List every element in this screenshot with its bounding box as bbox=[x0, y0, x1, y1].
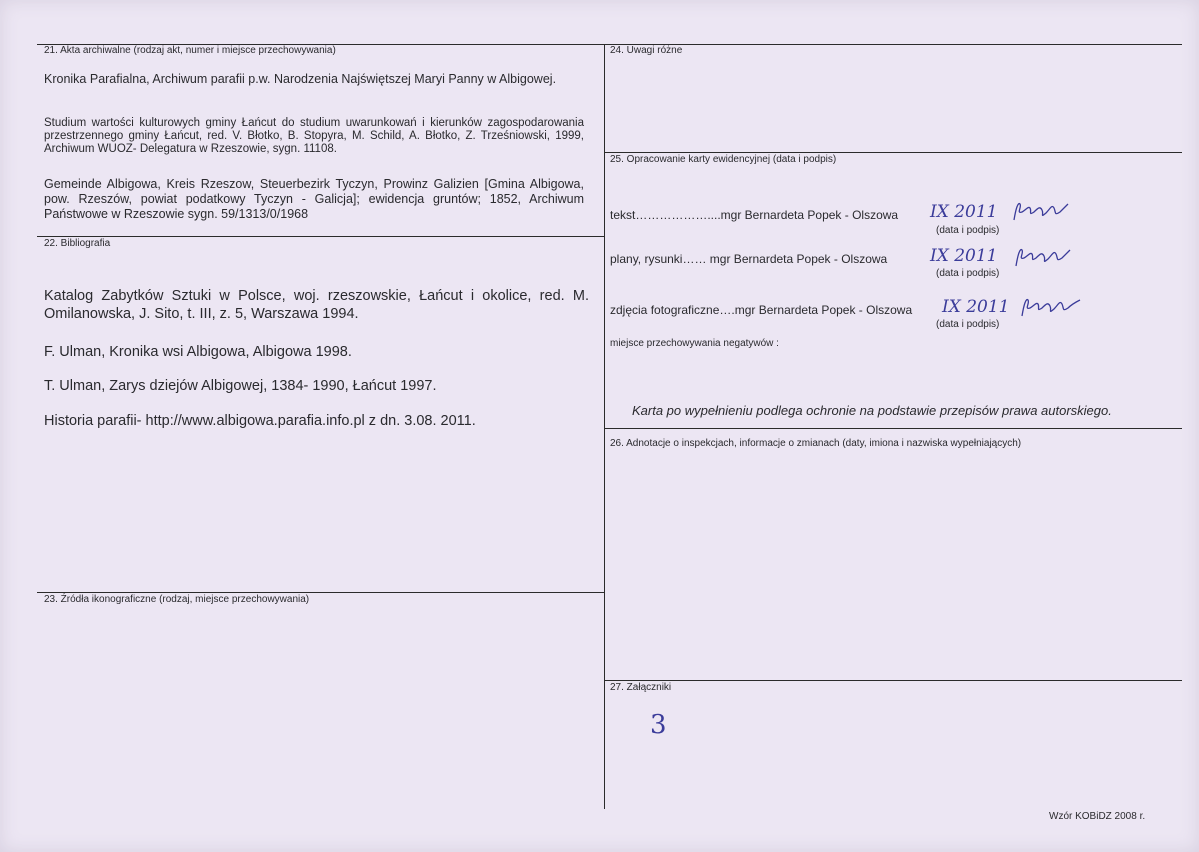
divider-22-23 bbox=[37, 592, 604, 593]
authorship-row-text: tekst………………....mgr Bernardeta Popek - Olszowa bbox=[610, 208, 899, 222]
section-26-label: 26. Adnotacje o inspekcjach, informacje o zmianach (daty, imiona i nazwiska wypełniających) bbox=[610, 438, 1022, 449]
date-signature-caption: (data i podpis) bbox=[936, 268, 1000, 279]
section-21-entry-cultural-study: Studium wartości kulturowych gminy Łańcut do studium uwarunkowań i kierunków zagospodarowania przestrzennego gminy Łańcut, red. V. Błotko, B. Stopyra, M. Schild, A. Błotko, Z. Trześniowski, 1999, Archiwum WUOZ- Delegatura w Rzeszowie, sygn. 11108. bbox=[44, 117, 584, 155]
divider-25-26 bbox=[604, 428, 1182, 429]
authorship-row-photos: zdjęcia fotograficzne….mgr Bernardeta Popek - Olszowa bbox=[610, 303, 913, 317]
handwritten-date: IX 2011 bbox=[930, 246, 998, 266]
date-signature-caption: (data i podpis) bbox=[936, 225, 1000, 236]
section-24-label: 24. Uwagi różne bbox=[610, 45, 683, 56]
section-21-label: 21. Akta archiwalne (rodzaj akt, numer i miejsce przechowywania) bbox=[44, 45, 336, 56]
divider-24-25 bbox=[604, 152, 1182, 153]
date-signature-caption: (data i podpis) bbox=[936, 319, 1000, 330]
handwritten-signature-icon bbox=[1010, 198, 1070, 224]
section-23-label: 23. Źródła ikonograficzne (rodzaj, miejsce przechowywania) bbox=[44, 594, 310, 605]
section-21-entry-parish-chronicle: Kronika Parafialna, Archiwum parafii p.w. Narodzenia Najświętszej Maryi Panny w Albigowej. bbox=[44, 72, 557, 86]
bibliography-item: T. Ulman, Zarys dziejów Albigowej, 1384- 1990, Łańcut 1997. bbox=[44, 378, 437, 394]
handwritten-date: IX 2011 bbox=[942, 297, 1010, 317]
authorship-row-plans: plany, rysunki…… mgr Bernardeta Popek - Olszowa bbox=[610, 252, 888, 266]
section-27-label: 27. Załączniki bbox=[610, 682, 672, 693]
handwritten-date: IX 2011 bbox=[930, 202, 998, 222]
top-border-right bbox=[604, 44, 1182, 45]
handwritten-signature-icon bbox=[1012, 244, 1072, 270]
section-25-label: 25. Opracowanie karty ewidencyjnej (data i podpis) bbox=[610, 154, 837, 165]
bibliography-item: F. Ulman, Kronika wsi Albigowa, Albigowa 1998. bbox=[44, 344, 352, 360]
divider-26-27 bbox=[604, 680, 1182, 681]
attachments-count: 3 bbox=[650, 710, 667, 740]
section-21-entry-land-register: Gemeinde Albigowa, Kreis Rzeszow, Steuerbezirk Tyczyn, Prowinz Galizien [Gmina Albigowa, pow. Rzeszów, powiat podatkowy Tyczyn - Galicja]; ewidencja gruntów; 1852, Archiwum Państwowe w Rzeszowie sygn. 59/1313/0/1968 bbox=[44, 177, 584, 221]
bibliography-item: Katalog Zabytków Sztuki w Polsce, woj. rzeszowskie, Łańcut i okolice, red. M. Omilanowska, J. Sito, t. III, z. 5, Warszawa 1994. bbox=[44, 288, 589, 322]
bibliography-item: Historia parafii- http://www.albigowa.parafia.info.pl z dn. 3.08. 2011. bbox=[44, 413, 476, 429]
handwritten-signature-icon bbox=[1018, 294, 1084, 320]
divider-21-22 bbox=[37, 236, 604, 237]
form-model-footer: Wzór KOBiDZ 2008 r. bbox=[1049, 811, 1146, 822]
negatives-location-label: miejsce przechowywania negatywów : bbox=[610, 338, 779, 349]
copyright-notice: Karta po wypełnieniu podlega ochronie na podstawie przepisów prawa autorskiego. bbox=[632, 403, 1112, 418]
section-22-label: 22. Bibliografia bbox=[44, 238, 111, 249]
center-divider bbox=[604, 44, 605, 809]
